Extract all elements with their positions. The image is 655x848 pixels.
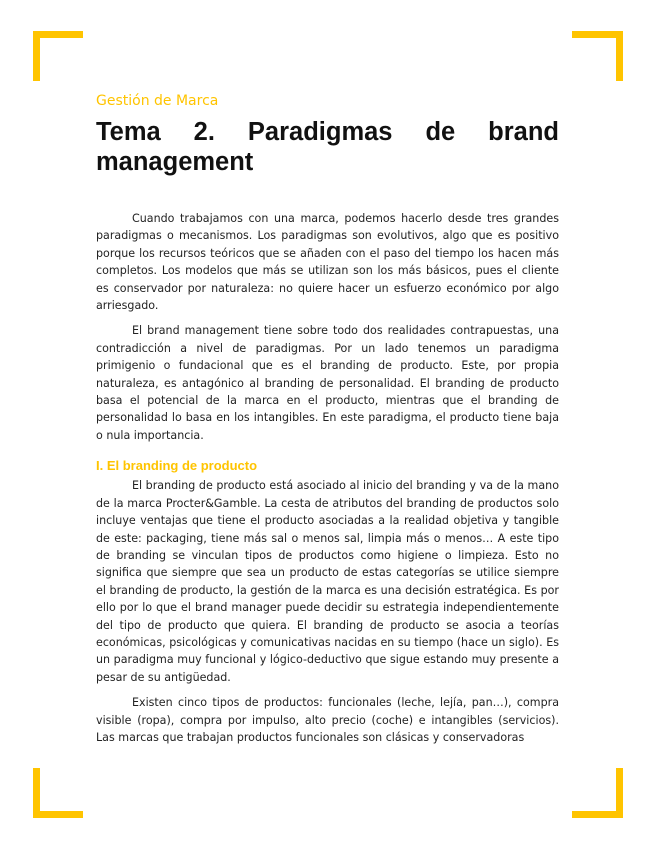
page-content	[96, 91, 559, 746]
page-title: Tema 2. Paradigmas de brand management	[96, 118, 559, 176]
section-heading: I. El branding de producto	[96, 458, 258, 474]
paragraph-product-types: Existen cinco tipos de productos: funcionales (leche, lejía, pan…), compra visible (ropa), compra por impulso, alto precio (coche) e intangibles (servicios). Las marcas que trabajan productos funcionales son clásicas y conservadoras	[96, 696, 559, 744]
corner-mark-bottom-right	[616, 768, 623, 818]
paragraph-brand-management: El brand management tiene sobre todo dos realidades contrapuestas, una contradicción a nivel de paradigmas. Por un lado tenemos un paradigma primigenio o fundacional que es el branding de producto. Este, por propia naturaleza, es antagónico al branding de personalidad. El branding de producto basa el potencial de la marca en el producto, mientras que el branding de personalidad lo basa en los intangibles. En este paradigma, el producto tiene baja o nula importancia.	[96, 324, 559, 442]
paragraph-product-branding: El branding de producto está asociado al inicio del branding y va de la mano de la marca Procter&Gamble. La cesta de atributos del branding de productos solo incluye ventajas que tiene el producto asociadas a la realidad objetiva y tangible de este: packaging, tiene más sal o menos sal, limpia más o menos… A este tipo de branding se vinculan tipos de productos como higiene o limpieza. Esto no significa que siempre que sea un producto de estas categorías se utilice siempre el branding de producto, la gestión de la marca es una decisión estratégica. Es por ello por lo que el brand manager puede decidir su estrategia independientemente del tipo de producto que quiera. El branding de producto se asocia a teorías económicas, psicológicas y comunicativas nacidas en su tiempo (hace un siglo). Es un paradigma muy funcional y lógico-deductivo que sigue estando muy presente a pesar de su antigüedad.	[96, 479, 559, 684]
corner-mark-top-left	[33, 31, 83, 38]
corner-mark-bottom-left	[33, 768, 40, 818]
corner-mark-top-right	[616, 31, 623, 81]
corner-mark-top-left	[33, 31, 40, 81]
paragraph-intro: Cuando trabajamos con una marca, podemos hacerlo desde tres grandes paradigmas o mecanismos. Los paradigmas son evolutivos, algo que es positivo porque los recursos teóricos que se añaden con el paso del tiempo los hacen más completos. Los modelos que más se utilizan son los más básicos, pues el cliente es conservador por naturaleza: no quiere hacer un esfuerzo económico por algo arriesgado.	[96, 212, 559, 313]
course-subject: Gestión de Marca	[96, 93, 219, 109]
corner-mark-bottom-left	[33, 811, 83, 818]
